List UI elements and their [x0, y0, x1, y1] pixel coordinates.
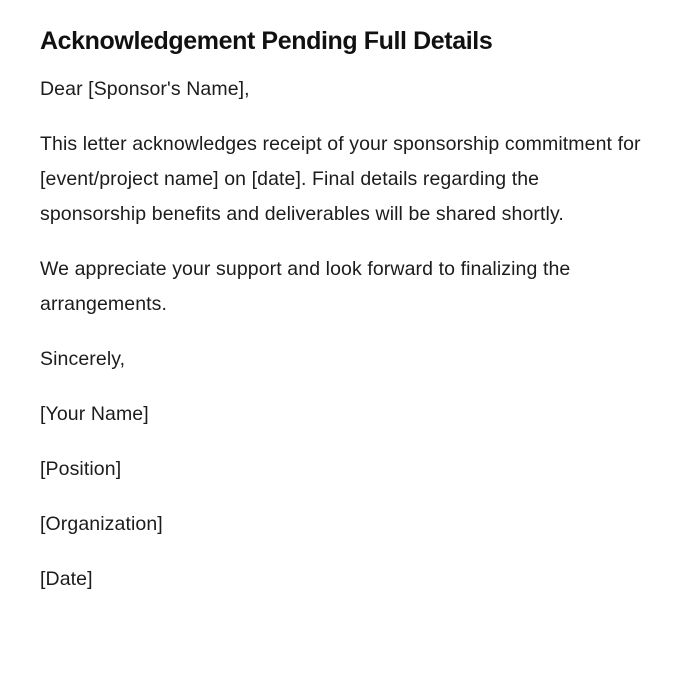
- signature-name: [Your Name]: [40, 403, 149, 425]
- body-paragraph-acknowledgement: This letter acknowledges receipt of your sponsorship commitment for [event/project name] on [date]. Final details regarding the sponsorship benefits and deliverables will be shared shortly.: [40, 133, 641, 225]
- salutation: Dear [Sponsor's Name],: [40, 78, 250, 100]
- closing: Sincerely,: [40, 348, 126, 370]
- signature-date: [Date]: [40, 568, 93, 590]
- signature-organization: [Organization]: [40, 513, 163, 535]
- document-title: Acknowledgement Pending Full Details: [40, 27, 493, 55]
- letter-document: [40, 24, 650, 617]
- body-paragraph-appreciation: We appreciate your support and look forward to finalizing the arrangements.: [40, 258, 571, 315]
- signature-position: [Position]: [40, 458, 122, 480]
